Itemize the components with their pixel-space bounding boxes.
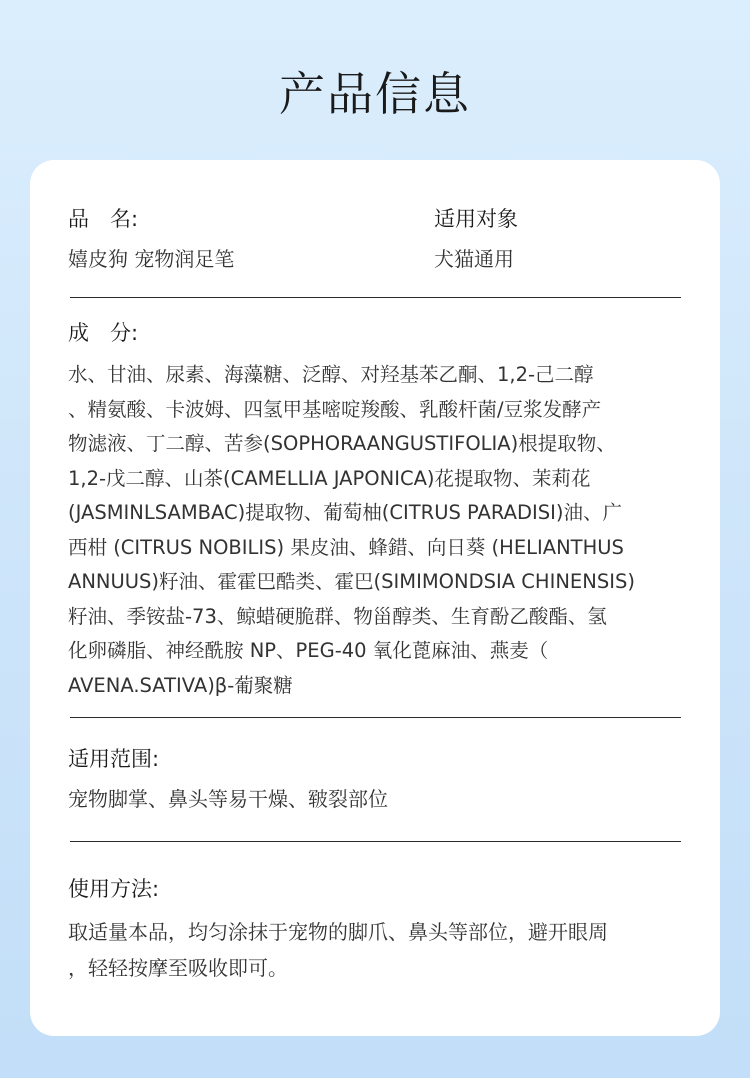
ingredients-line: 化卵磷脂、神经酰胺 NP、PEG-40 氧化蓖麻油、燕麦（: [68, 639, 549, 662]
ingredients-line: 物滤液、丁二醇、苦参(SOPHORAANGUSTIFOLIA)根提取物、: [68, 432, 616, 455]
ingredients-line: 西柑 (CITRUS NOBILIS) 果皮油、蜂錯、向日葵 (HELIANTHUS: [68, 535, 624, 559]
ingredients-line: 、精氨酸、卡波姆、四氢甲基嘧啶羧酸、乳酸杆菌/豆浆发酵产: [68, 397, 602, 421]
divider-2: [70, 717, 681, 718]
ingredients-line: 水、甘油、尿素、海藻糖、泛醇、对羟基苯乙酮、1,2-己二醇: [68, 363, 594, 386]
usage-line: ，轻轻按摩至吸收即可。: [68, 956, 288, 980]
ingredients-line: 1,2-戊二醇、山茶(CAMELLIA JAPONICA)花提取物、茉莉花: [68, 466, 591, 490]
scope-value: 宠物脚掌、鼻头等易干燥、皲裂部位: [68, 787, 388, 811]
ingredients-line: 籽油、季铵盐-73、鲸蜡硬脆群、物甾醇类、生育酚乙酸酯、氢: [68, 604, 607, 628]
ingredients-line: ANNUUS)籽油、霍霍巴酷类、霍巴(SIMIMONDSIA CHINENSIS): [68, 570, 635, 593]
usage-label: 使用方法:: [68, 877, 160, 901]
divider-3: [70, 841, 681, 842]
product-info-card: [30, 160, 720, 1036]
ingredients-label: 成 分:: [68, 321, 139, 345]
target-label: 适用对象: [434, 207, 518, 231]
scope-label: 适用范围:: [68, 747, 160, 771]
product-name-value: 嬉皮狗 宠物润足笔: [68, 247, 235, 271]
ingredients-line: AVENA.SATIVA)β-葡聚糖: [68, 673, 293, 697]
usage-line: 取适量本品，均匀涂抹于宠物的脚爪、鼻头等部位，避开眼周: [68, 920, 608, 944]
product-name-label: 品 名:: [68, 207, 139, 231]
target-value: 犬猫通用: [434, 247, 514, 271]
usage-text: [68, 914, 608, 986]
page-title: 产品信息: [279, 67, 471, 121]
divider-1: [70, 297, 681, 298]
ingredients-line: (JASMINLSAMBAC)提取物、葡萄柚(CITRUS PARADISI)油、广: [68, 501, 622, 524]
ingredients-text: [68, 358, 680, 703]
